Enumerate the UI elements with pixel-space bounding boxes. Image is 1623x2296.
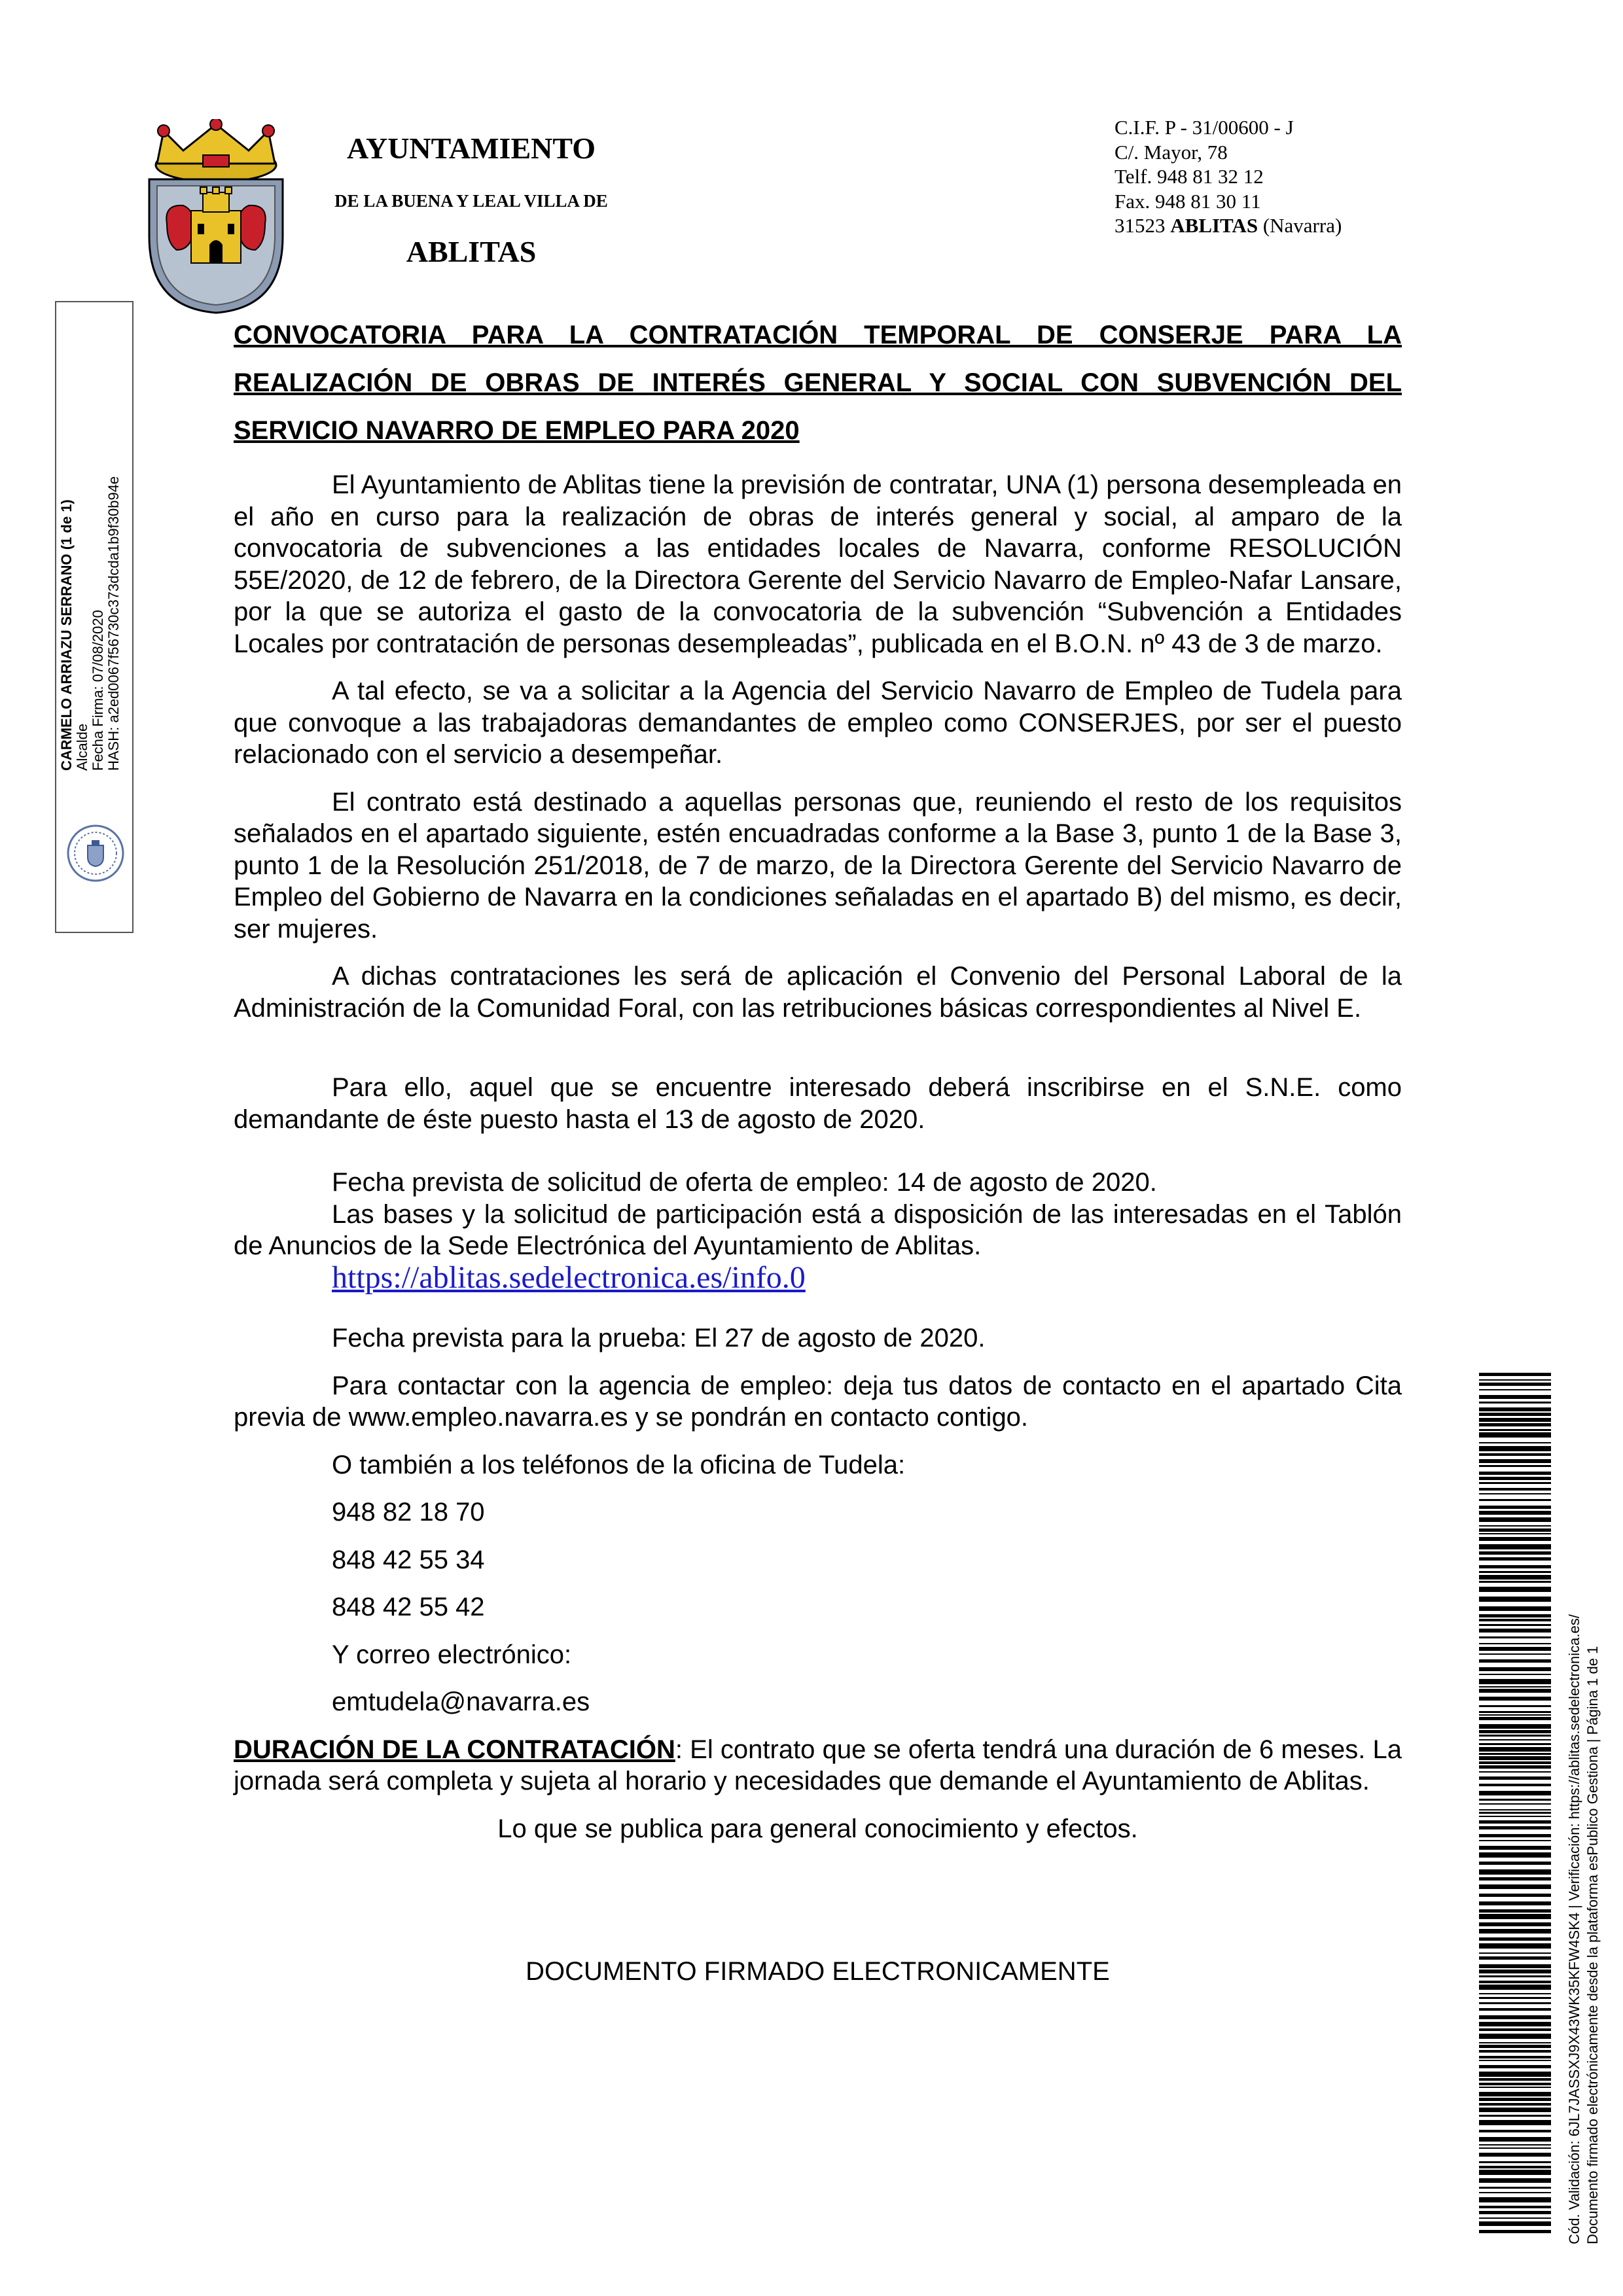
document-heading-line-1: CONVOCATORIA PARA LA CONTRATACIÓN TEMPORAL DE CONSERJE PARA LA (234, 321, 1402, 349)
email-label: Y correo electrónico: (332, 1640, 572, 1669)
duration-paragraph (234, 1734, 1402, 1797)
paragraph-9: Para contactar con la agencia de empleo: deja tus datos de contacto en el apartado Cita previa de www.empleo.navarra.es y se pondrán en contacto contigo. (234, 1371, 1402, 1432)
paragraph-8: Fecha prevista para la prueba: El 27 de agosto de 2020. (332, 1324, 986, 1352)
fax: Fax. 948 81 30 11 (1115, 189, 1261, 213)
phone-2: 848 42 55 34 (332, 1545, 485, 1574)
official-seal-icon (65, 823, 126, 883)
paragraph-2: A tal efecto, se va a solicitar a la Agencia del Servicio Navarro de Empleo de Tudela para que convoque a las trabajadoras demandantes de empleo como CONSERJES, por ser el puesto relacionado con el servicio a desempeñar. (234, 677, 1402, 769)
document-heading-line-2: REALIZACIÓN DE OBRAS DE INTERÉS GENERAL Y SOCIAL CON SUBVENCIÓN DEL (234, 368, 1402, 397)
document-heading-line-3: SERVICIO NAVARRO DE EMPLEO PARA 2020 (234, 416, 800, 445)
signed-notice: DOCUMENTO FIRMADO ELECTRONICAMENTE (526, 1957, 1110, 1986)
barcode-icon (1479, 1373, 1551, 2235)
paragraph-4: A dichas contrataciones les será de aplicación el Convenio del Personal Laboral de la Administración de la Comunidad Foral, con las retribuciones básicas correspondientes al Nivel E. (234, 962, 1402, 1023)
signer-role: Alcalde (74, 723, 90, 771)
city: ABLITAS (1170, 214, 1258, 237)
postal-code: 31523 (1115, 214, 1166, 237)
info-link-row (234, 1262, 1402, 1296)
verification-info (1565, 1394, 1602, 2244)
document-body (234, 311, 1402, 1988)
duration-label: DURACIÓN DE LA CONTRATACIÓN (234, 1735, 675, 1764)
paragraph-3: El contrato está destinado a aquellas personas que, reuniendo el resto de los requisitos señalados en el apartado siguiente, estén encuadradas conforme a la Base 3, punto 1 de la Base 3, punto 1 de la Resolución 251/2018, de 7 de marzo, de la Directora Gerente del Servicio Navarro de Empleo del Gobierno de Navarra en la condiciones señaladas en el apartado B) del mismo, es decir, ser mujeres. (234, 787, 1402, 944)
region: (Navarra) (1262, 214, 1342, 237)
paragraph-10: O también a los teléfonos de la oficina de Tudela: (332, 1450, 906, 1479)
signature-info (59, 404, 122, 771)
phone: Telf. 948 81 32 12 (1115, 165, 1264, 188)
cif: C.I.F. P - 31/00600 - J (1115, 116, 1294, 139)
paragraph-7: Las bases y la solicitud de participación está a disposición de las interesadas en el Tablón de Anuncios de la Sede Electrónica del Ayuntamiento de Ablitas. (234, 1199, 1402, 1260)
municipality-subtitle: DE LA BUENA Y LEAL VILLA DE (334, 191, 608, 211)
duration-text: : El contrato que se oferta tendrá una duración de 6 meses. La jornada será completa y sujeta al horario y necesidades que demande el Ayuntamiento de Ablitas. (234, 1735, 1402, 1795)
verification-line-2: Documento firmado electrónicamente desde la plataforma esPublico Gestiona | Página 1 de 1 (1584, 1646, 1601, 2244)
signature-date: Fecha Firma: 07/08/2020 (90, 610, 106, 771)
contact-block (1115, 115, 1342, 238)
signer-name: CARMELO ARRIAZU SERRANO (1 de 1) (58, 499, 75, 771)
postal-line (1115, 213, 1342, 238)
signature-hash: HASH: a2ed0067f56730c373dcda1b9f30b94e (105, 476, 122, 771)
phone-1: 948 82 18 70 (332, 1498, 485, 1527)
phone-3: 848 42 55 42 (332, 1593, 485, 1621)
municipality-title: AYUNTAMIENTO (347, 132, 596, 165)
paragraph-1: El Ayuntamiento de Ablitas tiene la previsión de contratar, UNA (1) persona desempleada en el año en curso para la realización de obras de interés general y social, al amparo de la convocatoria de subvenciones a las entidades locales de Navarra, conforme RESOLUCIÓN 55E/2020, de 12 de febrero, de la Directora Gerente del Servicio Navarro de Empleo-Nafar Lansare, por la que se autoriza el gasto de la convocatoria de la subvención “Subvención a Entidades Locales por contratación de personas desempleadas”, publicada en el B.O.N. nº 43 de 3 de marzo. (234, 470, 1402, 658)
municipality-town: ABLITAS (406, 235, 537, 268)
email: emtudela@navarra.es (332, 1687, 590, 1716)
verification-line-1: Cód. Validación: 6JL7JASSXJ9X43WK35KFW4SK4 | Verificación: https://ablitas.sedelectronica.es/ (1566, 1614, 1582, 2244)
paragraph-5: Para ello, aquel que se encuentre interesado deberá inscribirse en el S.N.E. como demandante de éste puesto hasta el 13 de agosto de 2020. (234, 1073, 1402, 1134)
address: C/. Mayor, 78 (1115, 140, 1228, 164)
paragraph-6: Fecha prevista de solicitud de oferta de empleo: 14 de agosto de 2020. (332, 1168, 1157, 1197)
closing-text: Lo que se publica para general conocimiento y efectos. (497, 1814, 1138, 1843)
info-link[interactable]: https://ablitas.sedelectronica.es/info.0 (332, 1260, 806, 1295)
coat-of-arms-logo (137, 119, 294, 315)
